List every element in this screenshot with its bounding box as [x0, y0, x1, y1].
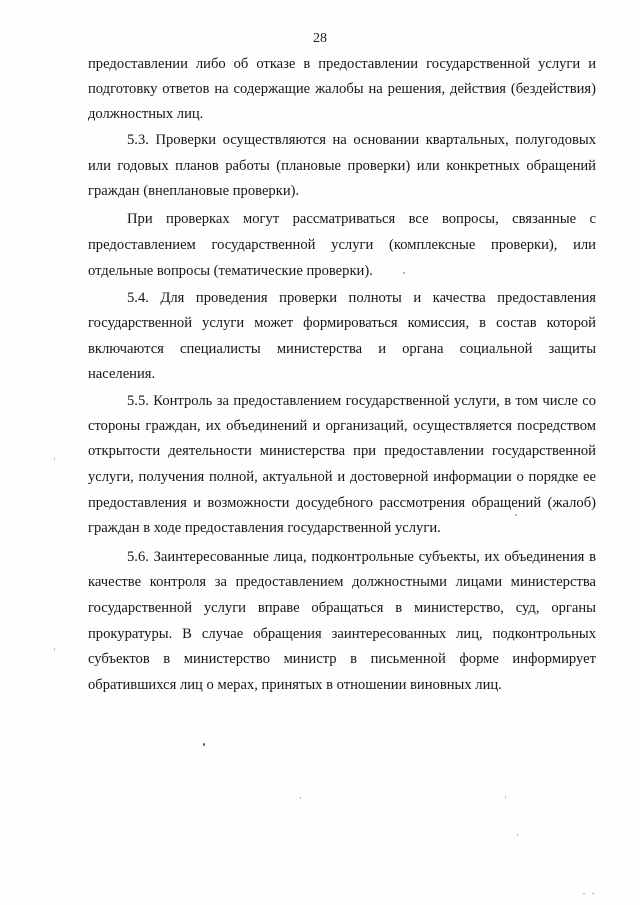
scan-speck: [54, 458, 55, 460]
text-line: обратившихся лиц о мерах, принятых в отношении виновных лиц.: [88, 677, 502, 693]
scan-speck: [54, 648, 55, 650]
paragraph-5-5-first-line: 5.5. Контроль за предоставлением государственной услуги, в том числе со: [127, 393, 596, 409]
scan-speck: [583, 893, 585, 894]
text-line: государственной услуги может формироваться комиссия, в состав которой: [88, 315, 596, 331]
text-line: открытости деятельности министерства при предоставлении государственной: [88, 443, 596, 459]
paragraph-5-3-first-line: 5.3. Проверки осуществляются на основании квартальных, полугодовых: [127, 132, 596, 148]
text-line: отдельные вопросы (тематические проверки).: [88, 263, 373, 279]
text-line: должностных лиц.: [88, 106, 204, 122]
scan-speck: [300, 797, 301, 799]
scan-speck: [505, 796, 506, 798]
text-line: подготовку ответов на содержащие жалобы на решения, действия (бездействия): [88, 81, 596, 97]
text-line: предоставлении либо об отказе в предоставлении государственной услуги и: [88, 56, 596, 72]
paragraph-5-4-first-line: 5.4. Для проведения проверки полноты и качества предоставления: [127, 290, 596, 306]
text-line: или годовых планов работы (плановые проверки) или конкретных обращений: [88, 158, 596, 174]
text-line: стороны граждан, их объединений и организаций, осуществляется посредством: [88, 418, 596, 434]
scan-speck: [517, 834, 518, 836]
text-line: граждан в ходе предоставления государственной услуги.: [88, 520, 441, 536]
text-line: граждан (внеплановые проверки).: [88, 183, 300, 199]
scan-speck: [203, 743, 205, 746]
text-line: предоставления и возможности досудебного рассмотрения обращений (жалоб): [88, 495, 596, 511]
text-line: качестве контроля за предоставлением должностными лицами министерства: [88, 574, 596, 590]
scan-speck: [515, 514, 517, 516]
text-line: предоставлением государственной услуги (комплексные проверки), или: [88, 237, 596, 253]
text-line: услуги, получения полной, актуальной и достоверной информации о порядке ее: [88, 469, 596, 485]
text-line: прокуратуры. В случае обращения заинтересованных лиц, подконтрольных: [88, 626, 596, 642]
paragraph-first-line: При проверках могут рассматриваться все вопросы, связанные с: [127, 211, 596, 227]
text-line: субъектов в министерство министр в письменной форме информирует: [88, 651, 596, 667]
text-line: населения.: [88, 366, 156, 382]
text-line: государственной услуги вправе обращаться в министерство, суд, органы: [88, 600, 596, 616]
paragraph-5-6-first-line: 5.6. Заинтересованные лица, подконтрольные субъекты, их объединения в: [127, 549, 596, 565]
page-number: 28: [313, 31, 327, 46]
scan-speck: [592, 893, 594, 894]
scan-speck: [403, 272, 405, 274]
text-line: включаются специалисты министерства и органа социальной защиты: [88, 341, 596, 357]
